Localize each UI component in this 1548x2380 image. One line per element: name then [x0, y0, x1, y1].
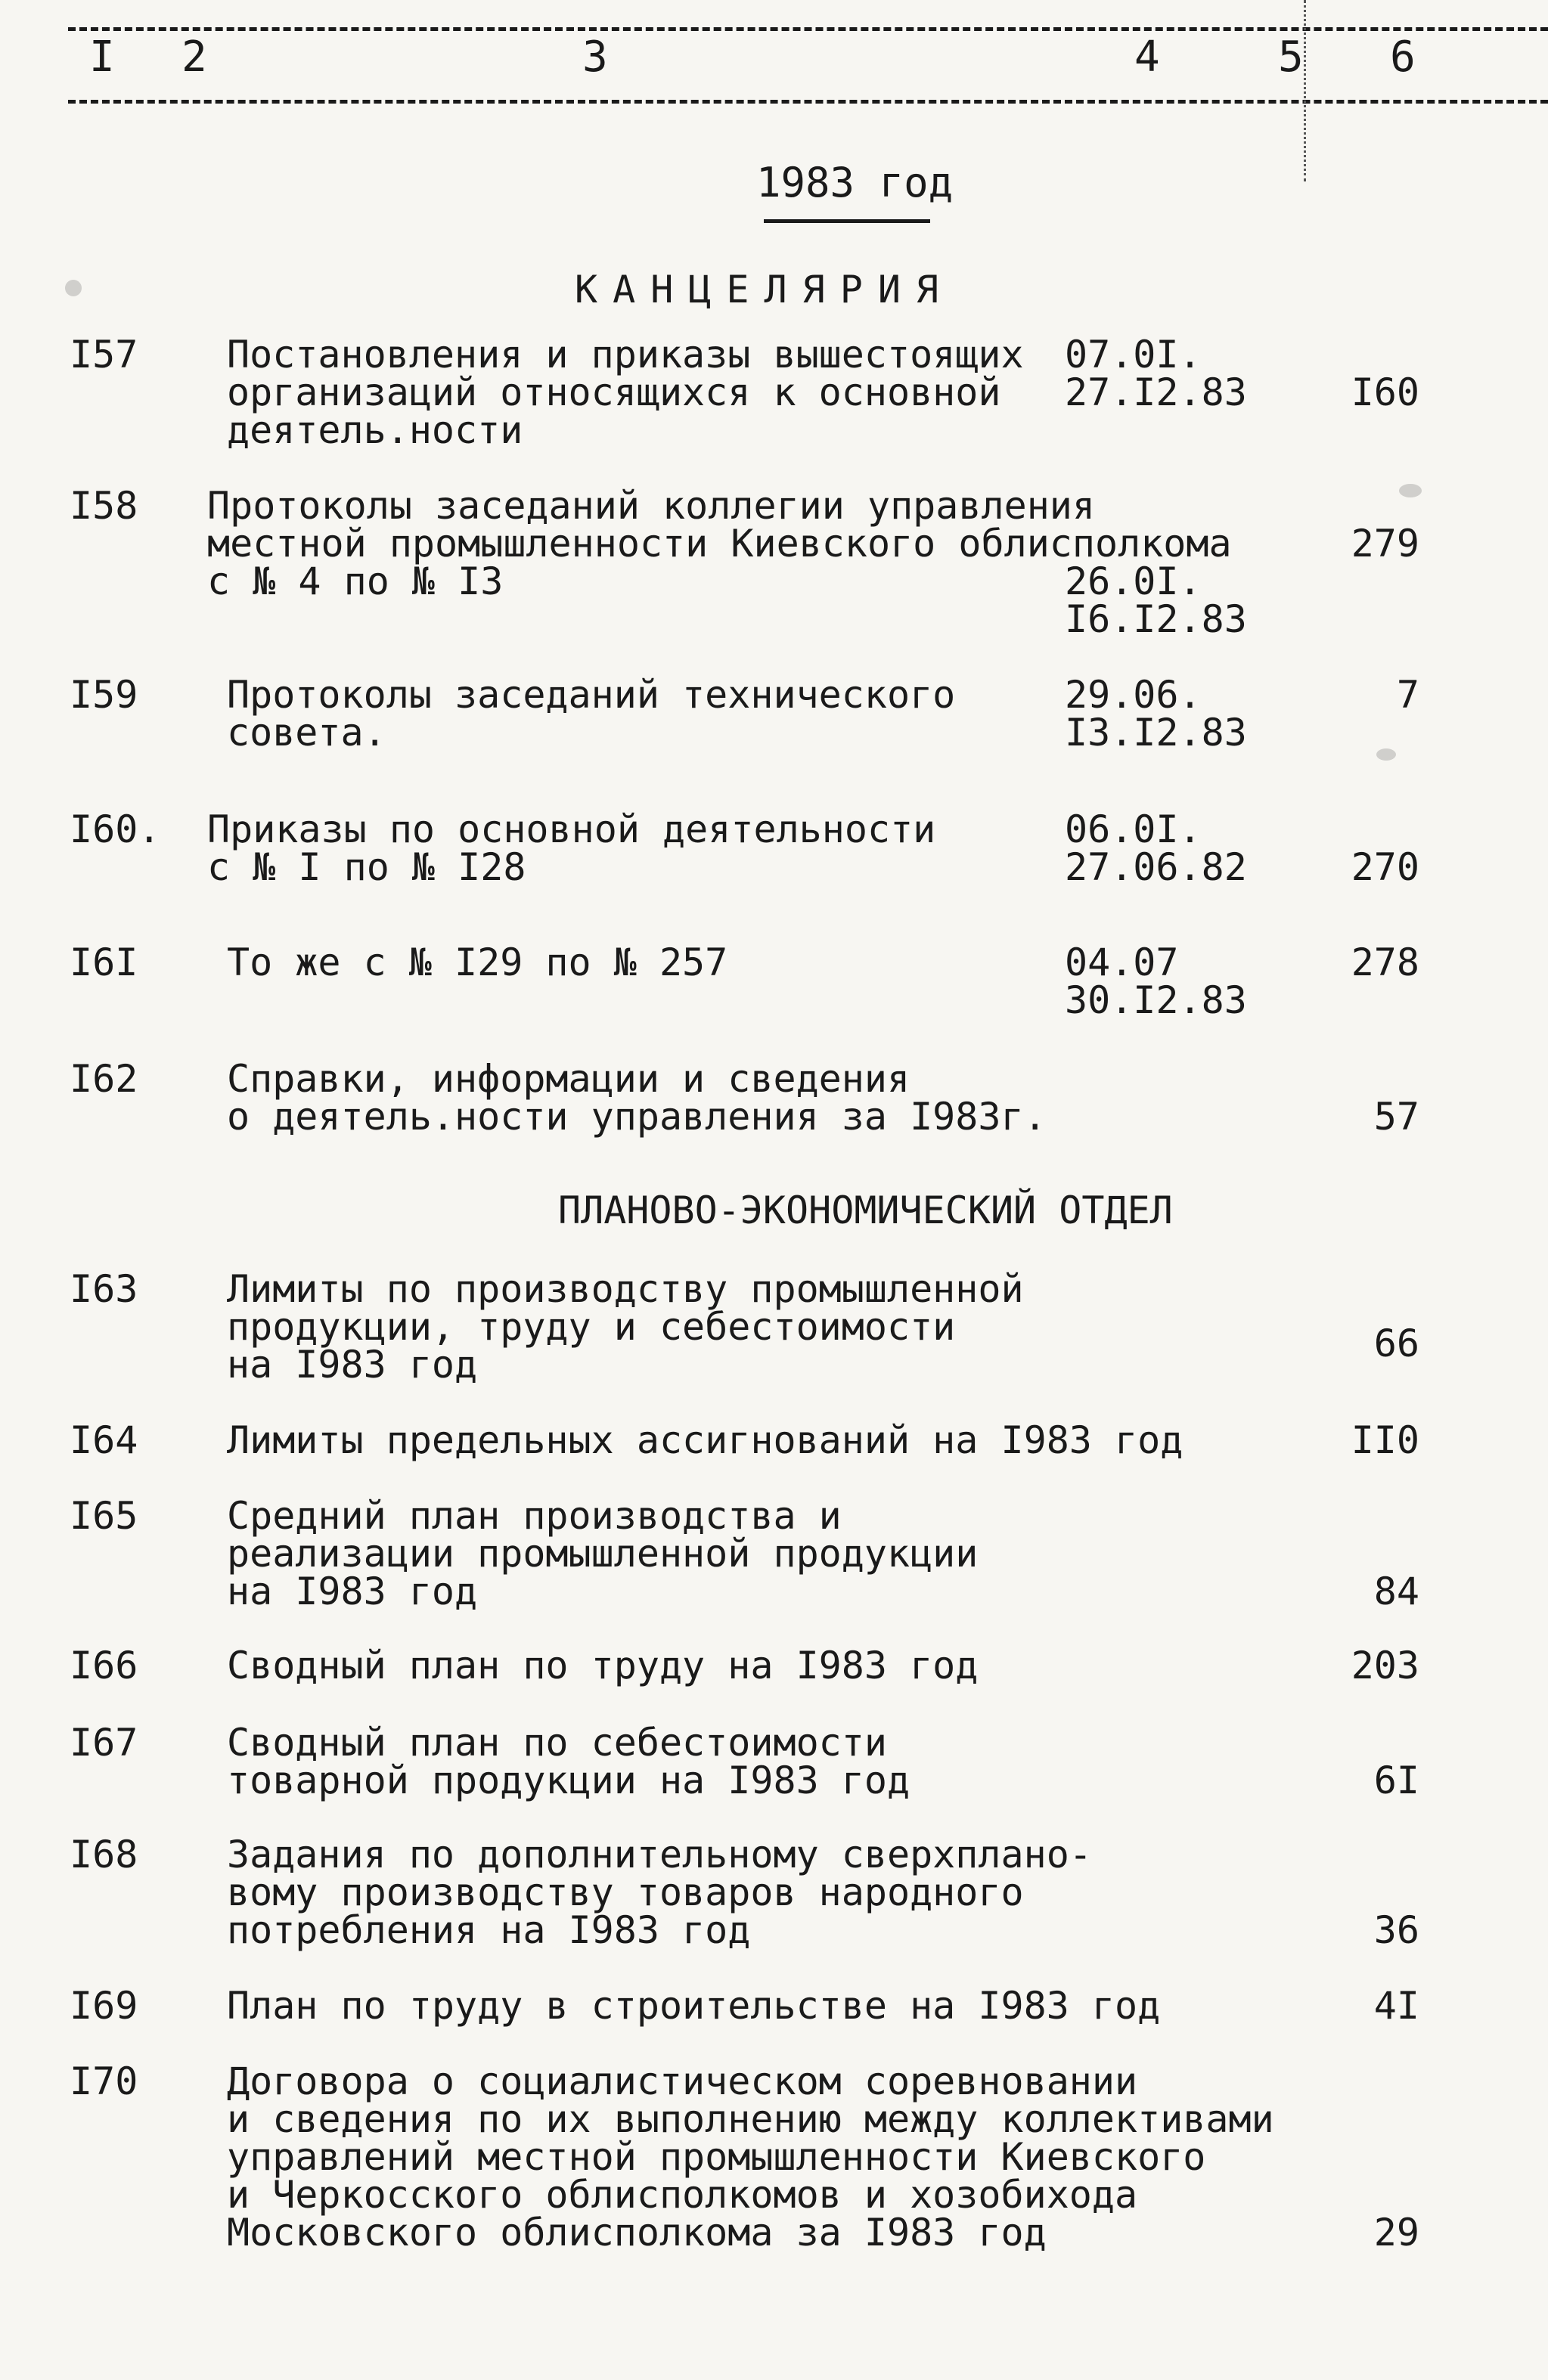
entry-number: I63 [70, 1267, 138, 1311]
column-header-6: 6 [1390, 33, 1416, 82]
entry-sheets: 278 [1351, 941, 1419, 984]
header-bottom-rule [68, 100, 1548, 104]
entry-sheets: 270 [1351, 845, 1419, 889]
entry-number: I67 [70, 1721, 138, 1765]
entry-title: Задания по дополнительному сверхплано- вому производству товаров народного потребления на I983 год [227, 1833, 1092, 1952]
entry-title: Постановления и приказы вышестоящих организаций относящихся к основной деятель.ности [227, 333, 1024, 452]
entry-sheets: 6I [1373, 1759, 1419, 1802]
entry-title: Справки, информации и сведения о деятель.ности управления за I983г. [227, 1057, 1047, 1139]
entry-number: I58 [70, 484, 138, 528]
section-title-chancellery: КАНЦЕЛЯРИЯ [575, 268, 954, 311]
entry-title: Лимиты по производству промышленной продукции, труду и себестоимости на I983 год [227, 1267, 1024, 1387]
entry-title: То же с № I29 по № 257 [227, 941, 728, 984]
header-top-rule [68, 27, 1548, 31]
entry-title: Лимиты предельных ассигнований на I983 год [227, 1418, 1183, 1462]
column-header-5: 5 [1278, 33, 1304, 82]
column-header-2: 2 [181, 33, 207, 82]
entry-title: Приказы по основной деятельности с № I по № I28 [207, 807, 936, 889]
entry-sheets: 7 [1396, 673, 1419, 717]
entry-sheets: 29 [1373, 2211, 1419, 2254]
entry-sheets: 279 [1351, 522, 1419, 566]
entry-sheets: I60 [1351, 370, 1419, 414]
column-header-3: 3 [582, 33, 608, 82]
entry-sheets: 57 [1373, 1095, 1419, 1139]
entry-title: Протоколы заседаний коллегии управления местной промышленности Киевского облисполкома с № 4 по № I3 [207, 484, 1232, 603]
entry-sheets: 66 [1373, 1322, 1419, 1365]
entry-dates: 06.0I. 27.06.82 [1065, 807, 1247, 889]
column-divider-dotted [1304, 0, 1306, 181]
entry-title: Сводный план по труду на I983 год [227, 1644, 979, 1687]
entry-number: I59 [70, 673, 138, 717]
entry-title: Протоколы заседаний технического совета. [227, 673, 956, 755]
entry-sheets: II0 [1351, 1418, 1419, 1462]
entry-number: I69 [70, 1984, 138, 2028]
entry-dates: 04.07 30.I2.83 [1065, 941, 1247, 1022]
column-header-1: I [89, 33, 115, 82]
entry-number: I57 [70, 333, 138, 377]
entry-sheets: 4I [1373, 1984, 1419, 2028]
scan-speck [1399, 484, 1422, 497]
entry-number: I68 [70, 1833, 138, 1876]
entry-number: I62 [70, 1057, 138, 1101]
entry-title: План по труду в строительстве на I983 год [227, 1984, 1161, 2028]
entry-number: I66 [70, 1644, 138, 1687]
entry-number: I60. [70, 807, 161, 851]
entry-dates: 29.06. I3.I2.83 [1065, 673, 1247, 755]
entry-number: I6I [70, 941, 138, 984]
column-header-4: 4 [1134, 33, 1160, 82]
scan-speck [65, 280, 82, 296]
entry-sheets: 36 [1373, 1908, 1419, 1952]
entry-title: Сводный план по себестоимости товарной продукции на I983 год [227, 1721, 910, 1802]
entry-title: Средний план производства и реализации промышленной продукции на I983 год [227, 1494, 979, 1613]
section-title-planning-economic: ПЛАНОВО-ЭКОНОМИЧЕСКИЙ ОТДЕЛ [558, 1188, 1173, 1232]
entry-sheets: 203 [1351, 1644, 1419, 1687]
entry-dates: 07.0I. 27.I2.83 [1065, 333, 1247, 414]
scan-speck [1376, 748, 1396, 761]
entry-number: I65 [70, 1494, 138, 1538]
entry-number: I70 [70, 2059, 138, 2103]
year-heading: 1983 год [756, 159, 954, 206]
entry-number: I64 [70, 1418, 138, 1462]
entry-sheets: 84 [1373, 1570, 1419, 1613]
entry-dates: 26.0I. I6.I2.83 [1065, 559, 1247, 641]
year-heading-underline [764, 219, 930, 223]
entry-title: Договора о социалистическом соревновании и сведения по их выполнению между коллективами управлений местной промышленности Киевского и Черкосского облисполкомов и хозобихода Московского облисполкома за I983 год [227, 2059, 1274, 2254]
